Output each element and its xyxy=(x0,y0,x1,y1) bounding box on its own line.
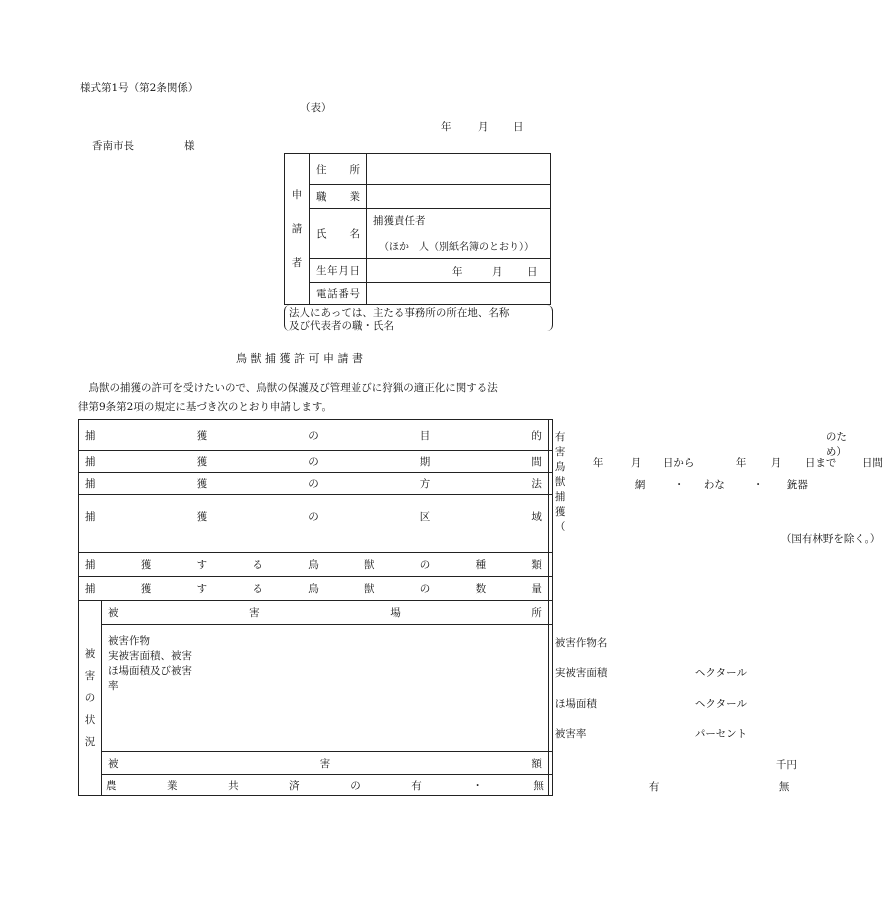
field-area-label: ほ場面積 xyxy=(554,698,597,710)
crop-name-label: 被害作物名 xyxy=(554,637,608,649)
species-label: 捕獲する鳥獣の種類 xyxy=(85,559,542,571)
period-to-year: 年 xyxy=(735,457,747,469)
purpose-prefix: 有害鳥獣捕獲（ xyxy=(554,431,566,533)
damage-amount-label: 被 害 額 xyxy=(108,757,542,770)
corp-note-line2: 及び代表者の職・氏名 xyxy=(289,320,394,332)
area-note: （国有林野を除く。） xyxy=(780,533,881,545)
side-label: （表） xyxy=(300,102,332,114)
corp-note-line1: 法人にあっては、主たる事務所の所在地、名称 xyxy=(289,307,510,319)
applicant-vertical-label: 申 請 者 xyxy=(285,154,310,305)
birth-field[interactable] xyxy=(367,259,551,283)
document-title: 鳥 獣 捕 獲 許 可 申 請 書 xyxy=(236,352,363,365)
method-gun[interactable]: 銃器 xyxy=(786,479,808,491)
birth-year: 年 xyxy=(452,266,463,278)
insurance-field[interactable] xyxy=(548,775,790,796)
period-to-month: 月 xyxy=(770,457,782,469)
period-label: 捕 獲 の 期 間 xyxy=(85,456,542,468)
period-from-day: 日から xyxy=(662,457,695,469)
damage-place-label: 被 害 場 所 xyxy=(108,607,542,619)
date-month: 月 xyxy=(478,121,489,133)
date-day: 日 xyxy=(513,121,524,133)
applicant-table xyxy=(284,153,551,305)
address-label: 住 所 xyxy=(316,163,360,176)
damage-crop-label: 被害作物 実被害面積、被害 ほ場面積及び被害 率 xyxy=(102,625,549,752)
main-table xyxy=(78,419,883,796)
name-note-others: （ほか 人（別紙名簿のとおり）） xyxy=(379,242,534,253)
species-field[interactable] xyxy=(548,553,552,577)
phone-field[interactable] xyxy=(367,283,551,305)
rate-unit: パーセント xyxy=(694,728,748,740)
addressee-honorific: 様 xyxy=(184,140,195,152)
field-area-unit: ヘクタール xyxy=(694,698,747,710)
actual-area-unit: ヘクタール xyxy=(694,667,747,679)
period-to-day: 日まで xyxy=(804,457,837,469)
insurance-yes[interactable]: 有 xyxy=(648,781,660,793)
date-year: 年 xyxy=(441,121,452,133)
damage-place-field[interactable] xyxy=(548,601,552,625)
period-from-year: 年 xyxy=(592,457,604,469)
name-field[interactable] xyxy=(367,209,551,259)
amount-unit: 千円 xyxy=(775,759,797,771)
damage-amount-field[interactable] xyxy=(548,752,797,775)
count-label: 捕獲する鳥獣の数量 xyxy=(85,583,542,595)
period-from-month: 月 xyxy=(630,457,642,469)
address-field[interactable] xyxy=(367,154,551,185)
birth-month: 月 xyxy=(492,266,503,278)
damage-vertical-label: 被 害 の 状 況 xyxy=(79,601,102,796)
job-label: 職 業 xyxy=(316,191,360,203)
addressee-name: 香南市長 xyxy=(92,140,134,152)
phone-label: 電話番号 xyxy=(316,288,360,300)
area-field[interactable] xyxy=(548,495,881,553)
actual-area-label: 実被害面積 xyxy=(554,667,608,679)
count-field[interactable] xyxy=(548,577,552,601)
method-trap[interactable]: わな xyxy=(703,479,725,491)
birth-label: 生年月日 xyxy=(316,265,360,277)
purpose-label: 捕 獲 の 目 的 xyxy=(85,429,542,442)
method-net[interactable]: 網 xyxy=(634,479,646,491)
job-field[interactable] xyxy=(367,185,551,209)
period-field[interactable] xyxy=(548,451,883,473)
insurance-label: 農業共済の有・無 xyxy=(106,779,544,792)
name-note-responsible: 捕獲責任者 xyxy=(373,215,426,227)
intro-line1: 鳥獣の捕獲の許可を受けたいので、鳥獣の保護及び管理並びに狩猟の適正化に関する法 xyxy=(78,382,498,394)
method-label: 捕 獲 の 方 法 xyxy=(85,478,542,490)
area-label: 捕 獲 の 区 域 xyxy=(85,511,542,523)
method-field[interactable] xyxy=(548,473,808,495)
period-days: 日間 xyxy=(861,457,883,469)
intro-line2: 律第9条第2項の規定に基づき次のとおり申請します。 xyxy=(78,401,333,413)
purpose-suffix: のため） xyxy=(825,431,847,458)
birth-day: 日 xyxy=(527,266,538,278)
damage-crop-field[interactable] xyxy=(548,625,748,752)
form-number: 様式第1号（第2条関係） xyxy=(80,82,199,94)
rate-label: 被害率 xyxy=(554,728,587,740)
method-sep1: ・ xyxy=(673,479,685,491)
name-label: 氏 名 xyxy=(316,228,360,240)
method-sep2: ・ xyxy=(752,479,764,491)
insurance-no[interactable]: 無 xyxy=(778,781,790,793)
